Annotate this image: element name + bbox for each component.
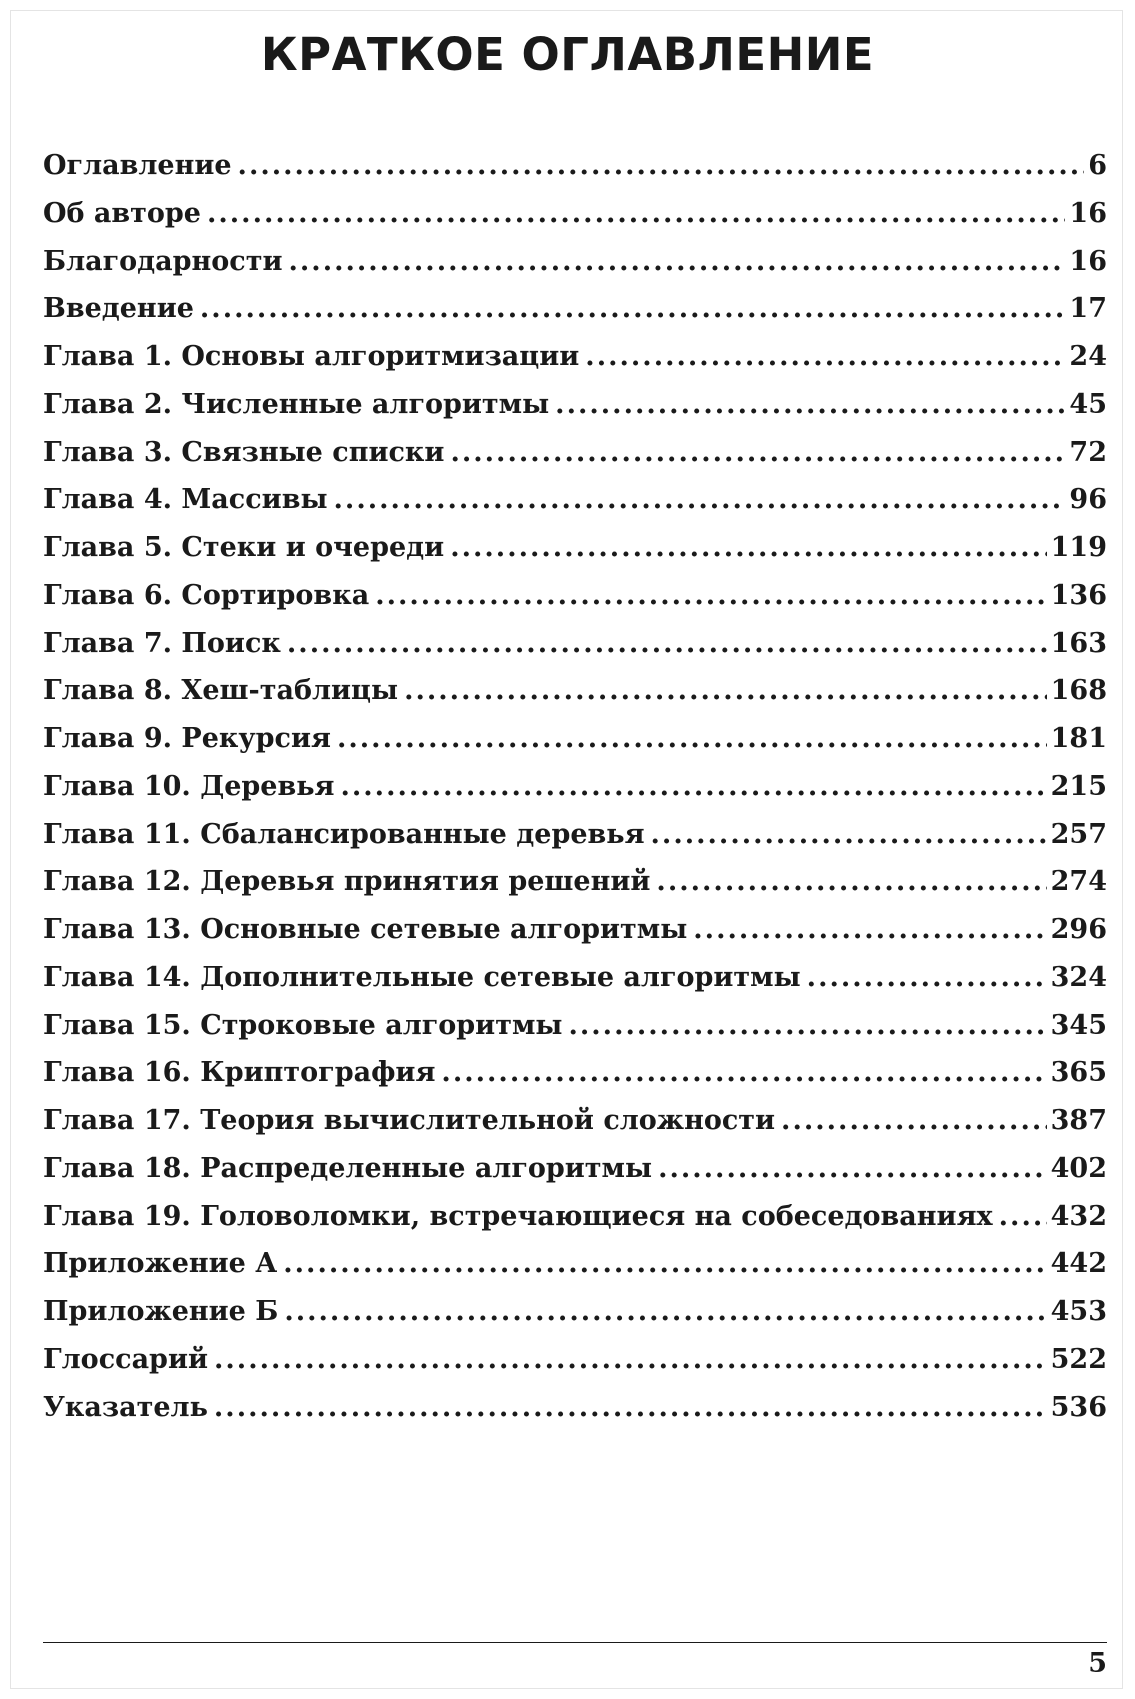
toc-entry[interactable] bbox=[43, 285, 1107, 333]
toc-entry-title: Глава 19. Головоломки, встречающиеся на собеседованиях bbox=[43, 1200, 993, 1232]
toc-entry-page: 387 bbox=[1050, 1105, 1107, 1136]
toc-entry[interactable] bbox=[43, 763, 1107, 811]
toc-entry-title: Глоссарий bbox=[43, 1343, 208, 1375]
toc-entry-page: 345 bbox=[1050, 1009, 1107, 1041]
toc-entry-title: Об авторе bbox=[43, 197, 201, 229]
page-number: 5 bbox=[1088, 1648, 1107, 1679]
toc-leader-dots bbox=[658, 1145, 1047, 1193]
toc-entry-page: 296 bbox=[1050, 914, 1107, 945]
toc-entry[interactable] bbox=[43, 1288, 1107, 1336]
toc-entry-title: Приложение А bbox=[43, 1248, 278, 1280]
toc-entry[interactable] bbox=[43, 524, 1107, 572]
toc-entry-page: 72 bbox=[1069, 436, 1107, 468]
toc-entry[interactable] bbox=[43, 1336, 1107, 1384]
toc-entry-title: Глава 6. Сортировка bbox=[43, 579, 370, 611]
toc-entry-page: 402 bbox=[1050, 1152, 1107, 1184]
toc-entry[interactable] bbox=[43, 715, 1107, 763]
toc-entry-title: Глава 12. Деревья принятия решений bbox=[43, 866, 651, 898]
toc-leader-dots bbox=[441, 1049, 1046, 1097]
toc-leader-dots bbox=[289, 238, 1066, 286]
toc-leader-dots bbox=[287, 620, 1047, 668]
toc-entry[interactable] bbox=[43, 811, 1107, 859]
toc-entry[interactable] bbox=[43, 858, 1107, 906]
toc-leader-dots bbox=[450, 429, 1065, 477]
toc-entry[interactable] bbox=[43, 142, 1107, 190]
toc-entry-page: 442 bbox=[1050, 1248, 1107, 1280]
toc-entry[interactable] bbox=[43, 238, 1107, 286]
toc-entry[interactable] bbox=[43, 190, 1107, 238]
toc-entry-title: Приложение Б bbox=[43, 1296, 279, 1327]
toc-leader-dots bbox=[450, 524, 1046, 572]
toc-entry-page: 324 bbox=[1050, 961, 1107, 993]
toc-entry-page: 24 bbox=[1069, 341, 1107, 372]
toc-entry[interactable] bbox=[43, 1384, 1107, 1432]
toc-entry-page: 168 bbox=[1050, 675, 1107, 707]
page-title: КРАТКОЕ ОГЛАВЛЕНИЕ bbox=[260, 28, 875, 81]
toc-entry-title: Глава 17. Теория вычислительной сложности bbox=[43, 1105, 776, 1136]
toc-entry[interactable] bbox=[43, 1193, 1107, 1241]
toc-leader-dots bbox=[656, 858, 1046, 906]
toc-entry-title: Глава 8. Хеш-таблицы bbox=[43, 675, 399, 707]
footer-rule bbox=[43, 1642, 1107, 1643]
toc-leader-dots bbox=[568, 1002, 1046, 1050]
toc-entry[interactable] bbox=[43, 954, 1107, 1002]
toc-leader-dots bbox=[284, 1288, 1046, 1336]
toc-entry-page: 16 bbox=[1069, 245, 1107, 277]
toc-entry-title: Глава 15. Строковые алгоритмы bbox=[43, 1009, 563, 1041]
toc-leader-dots bbox=[207, 190, 1065, 238]
toc-leader-dots bbox=[283, 1240, 1046, 1288]
toc-entry[interactable] bbox=[43, 667, 1107, 715]
toc-leader-dots bbox=[375, 572, 1046, 620]
toc-entry-title: Глава 14. Дополнительные сетевые алгоритмы bbox=[43, 961, 801, 993]
toc-leader-dots bbox=[340, 763, 1046, 811]
toc-leader-dots bbox=[693, 906, 1046, 954]
toc-entry-title: Глава 3. Связные списки bbox=[43, 436, 445, 468]
toc-entry[interactable] bbox=[43, 1049, 1107, 1097]
toc-leader-dots bbox=[585, 333, 1065, 381]
toc-entry-page: 136 bbox=[1050, 579, 1107, 611]
toc-leader-dots bbox=[214, 1384, 1047, 1432]
toc-entry-page: 181 bbox=[1050, 723, 1107, 754]
toc-entry-page: 6 bbox=[1088, 150, 1107, 181]
toc-entry[interactable] bbox=[43, 1002, 1107, 1050]
toc-leader-dots bbox=[214, 1336, 1047, 1384]
toc-entry-title: Глава 5. Стеки и очереди bbox=[43, 532, 445, 563]
toc-entry[interactable] bbox=[43, 1145, 1107, 1193]
toc-leader-dots bbox=[807, 954, 1047, 1002]
toc-entry[interactable] bbox=[43, 1097, 1107, 1145]
toc-entry-title: Оглавление bbox=[43, 150, 232, 181]
toc-leader-dots bbox=[200, 285, 1066, 333]
toc-entry-page: 16 bbox=[1069, 197, 1107, 229]
toc-entry-page: 274 bbox=[1050, 866, 1107, 898]
toc-entry-page: 257 bbox=[1050, 818, 1107, 850]
toc-entry-title: Благодарности bbox=[43, 245, 283, 277]
toc-leader-dots bbox=[337, 715, 1047, 763]
toc-entry-title: Глава 7. Поиск bbox=[43, 627, 281, 659]
toc-entry-page: 163 bbox=[1050, 627, 1107, 659]
toc-entry-title: Глава 16. Криптография bbox=[43, 1057, 436, 1089]
toc-entry-title: Указатель bbox=[43, 1391, 208, 1423]
toc-entry-title: Глава 11. Сбалансированные деревья bbox=[43, 818, 645, 850]
toc-entry[interactable] bbox=[43, 381, 1107, 429]
toc-leader-dots bbox=[334, 476, 1066, 524]
toc-entry-page: 17 bbox=[1069, 293, 1107, 325]
toc-entry-title: Глава 1. Основы алгоритмизации bbox=[43, 341, 580, 372]
toc-leader-dots bbox=[651, 811, 1047, 859]
toc-entry[interactable] bbox=[43, 620, 1107, 668]
toc-entry-page: 119 bbox=[1050, 532, 1107, 563]
toc-leader-dots bbox=[999, 1193, 1047, 1241]
toc-entry-page: 536 bbox=[1050, 1391, 1107, 1423]
toc-entry-title: Глава 4. Массивы bbox=[43, 484, 328, 516]
table-of-contents bbox=[43, 142, 1107, 1431]
toc-entry-title: Введение bbox=[43, 293, 194, 325]
toc-entry[interactable] bbox=[43, 429, 1107, 477]
toc-entry-page: 365 bbox=[1050, 1057, 1107, 1089]
toc-entry-page: 522 bbox=[1050, 1343, 1107, 1375]
toc-entry-title: Глава 2. Численные алгоритмы bbox=[43, 388, 550, 420]
toc-entry-page: 45 bbox=[1069, 388, 1107, 420]
toc-entry[interactable] bbox=[43, 572, 1107, 620]
toc-entry-page: 453 bbox=[1050, 1296, 1107, 1327]
toc-entry[interactable] bbox=[43, 1240, 1107, 1288]
toc-entry[interactable] bbox=[43, 476, 1107, 524]
toc-entry-title: Глава 13. Основные сетевые алгоритмы bbox=[43, 914, 688, 945]
toc-leader-dots bbox=[555, 381, 1065, 429]
toc-entry-page: 96 bbox=[1069, 484, 1107, 516]
toc-entry-page: 432 bbox=[1050, 1200, 1107, 1232]
toc-entry-title: Глава 9. Рекурсия bbox=[43, 723, 331, 754]
toc-entry-title: Глава 18. Распределенные алгоритмы bbox=[43, 1152, 653, 1184]
toc-leader-dots bbox=[238, 142, 1085, 190]
toc-entry[interactable] bbox=[43, 333, 1107, 381]
toc-entry[interactable] bbox=[43, 906, 1107, 954]
toc-leader-dots bbox=[404, 667, 1047, 715]
toc-entry-page: 215 bbox=[1050, 770, 1107, 802]
toc-leader-dots bbox=[781, 1097, 1047, 1145]
toc-entry-title: Глава 10. Деревья bbox=[43, 770, 335, 802]
